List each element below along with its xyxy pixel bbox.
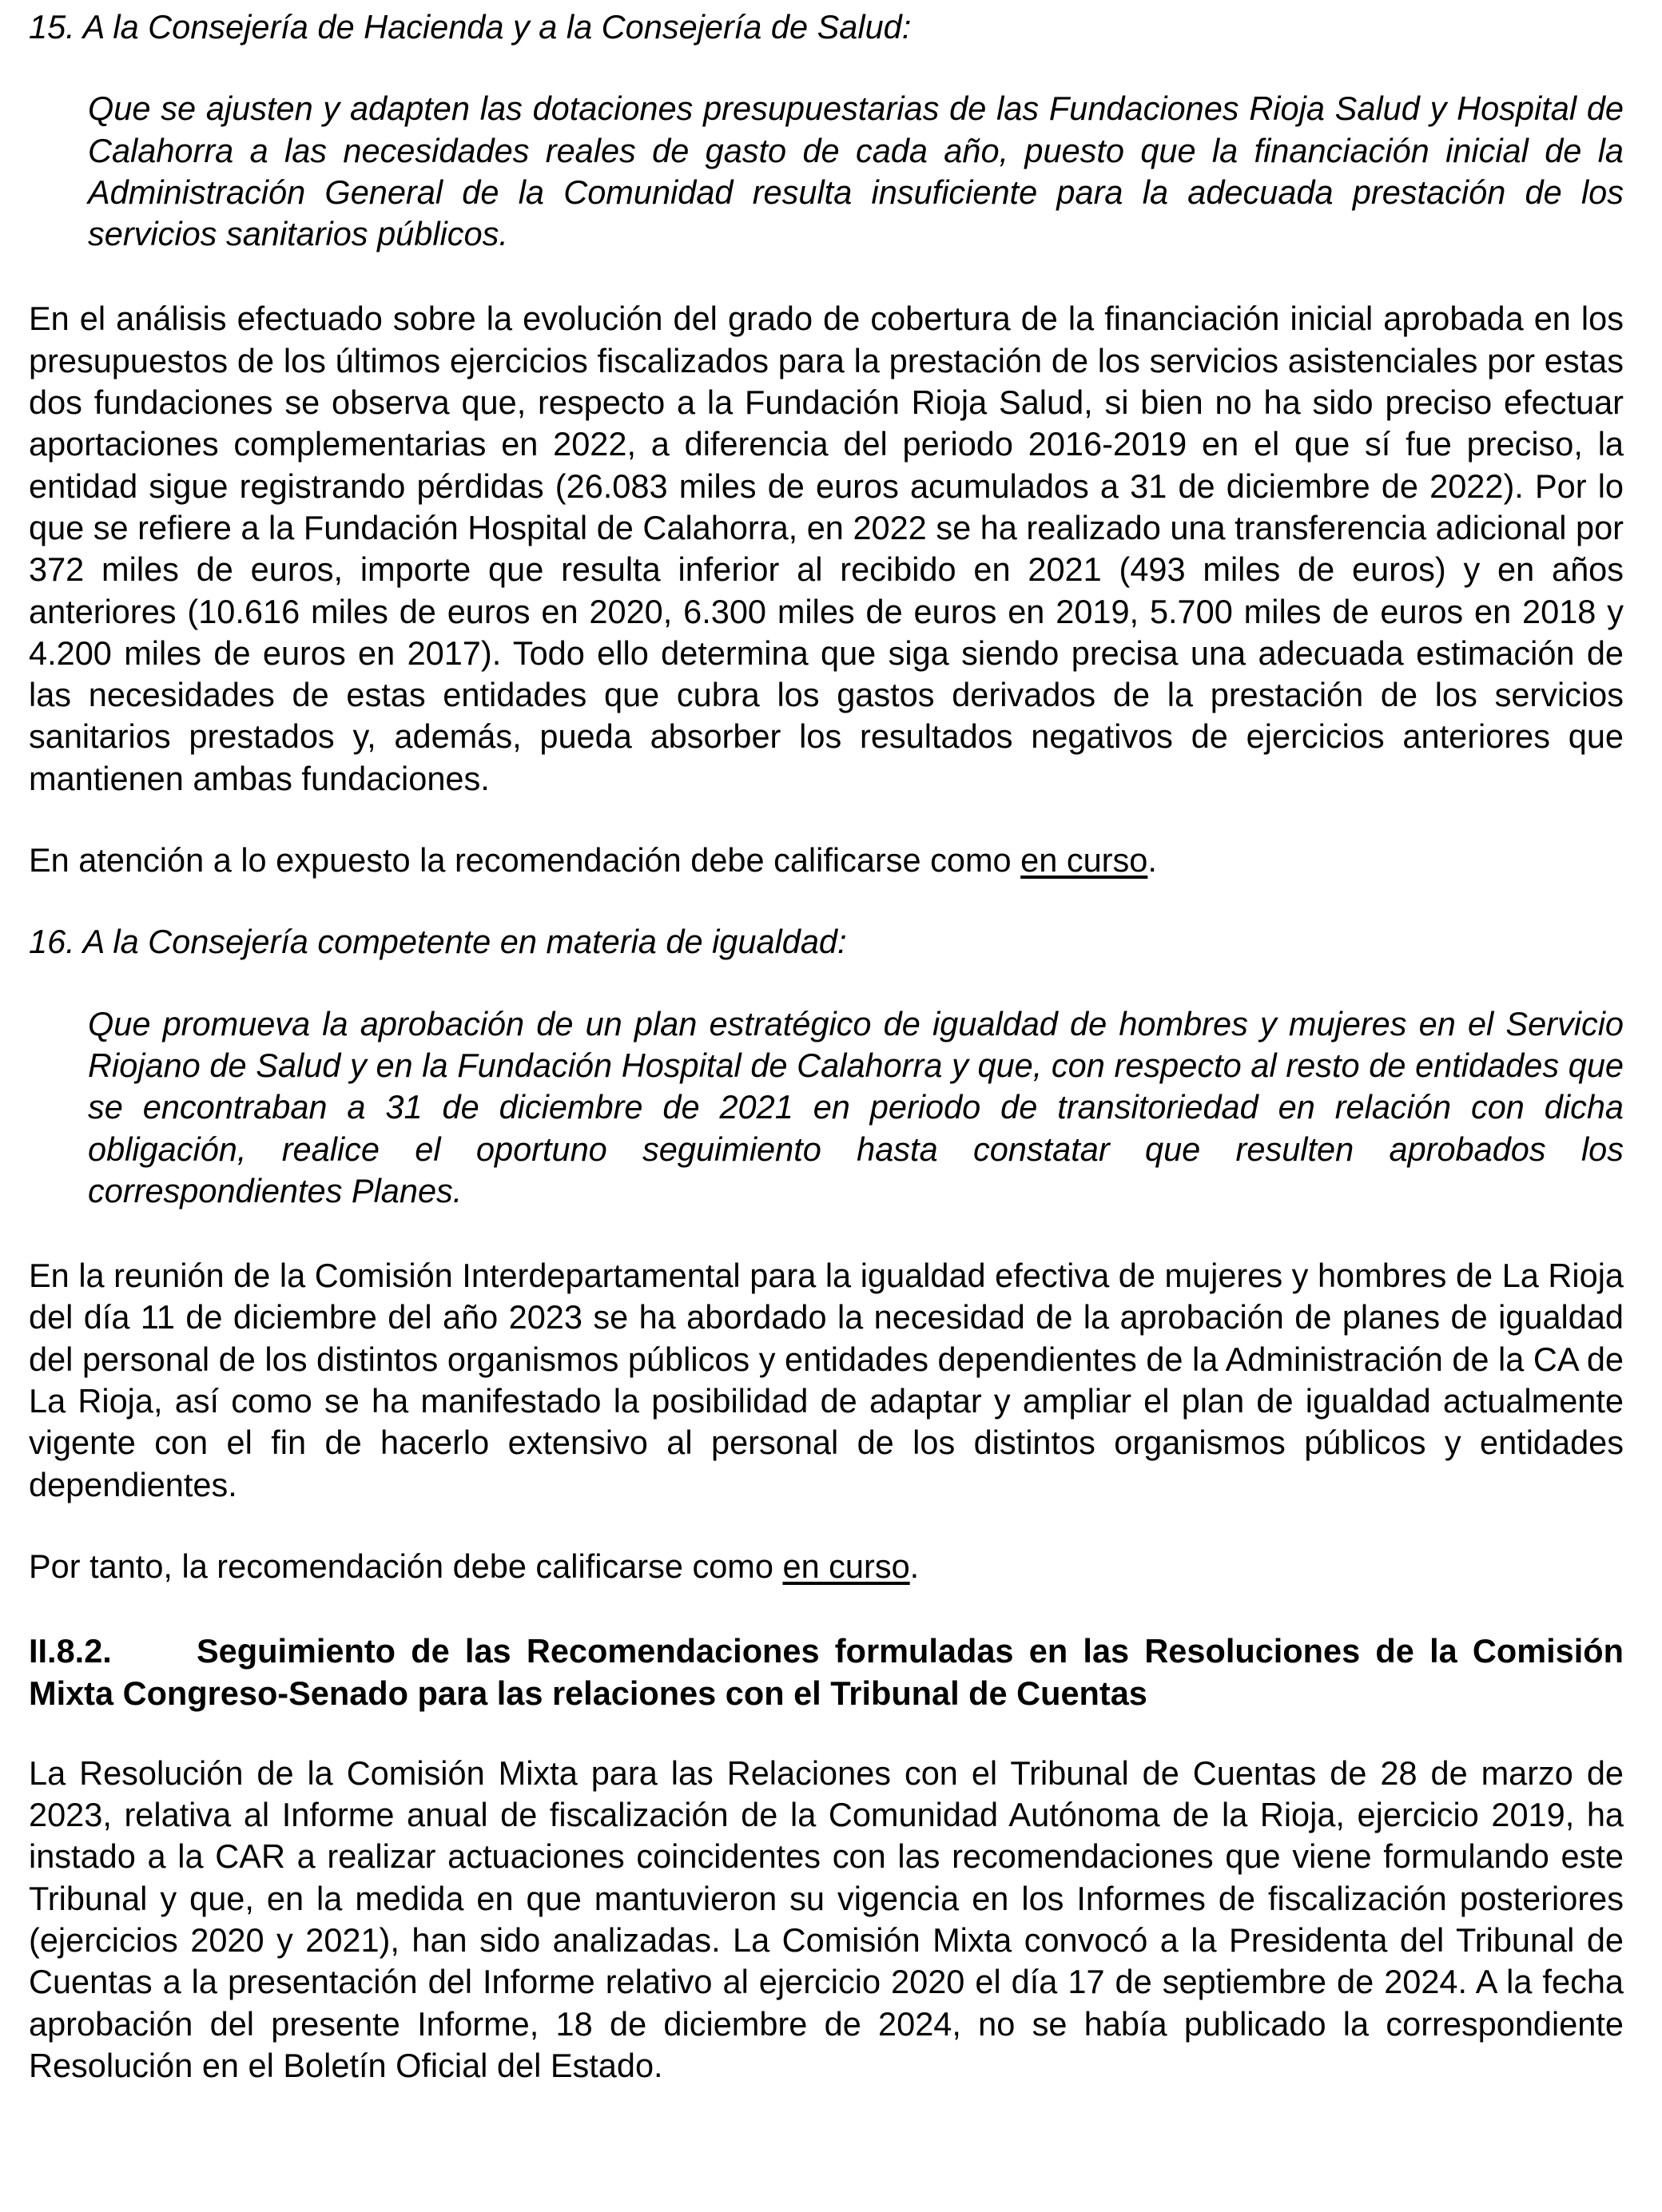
recommendation-15-text: Que se ajusten y adapten las dotaciones presupuestarias de las Fundaciones Rioja Salud y Hospital de Calahorra a las necesidades reales de gasto de cada año, puesto que la financiación inicial de la Administración General de la Comunidad resulta insuficiente para la adecuada prestación de los servicios sanitarios públicos. bbox=[88, 89, 1624, 253]
section-number: II.8.2. bbox=[29, 1632, 112, 1670]
conclusion-prefix: Por tanto, la recomendación debe calificarse como bbox=[29, 1547, 783, 1585]
section-heading bbox=[29, 1630, 1624, 1714]
conclusion-suffix: . bbox=[1147, 841, 1157, 880]
section-title: Seguimiento de las Recomendaciones formuladas en las Resoluciones de la Comisión Mixta Congreso-Senado para las relaciones con el Tribunal de Cuentas bbox=[29, 1632, 1624, 1712]
recommendation-16-text: Que promueva la aprobación de un plan estratégico de igualdad de hombres y mujeres en el Servicio Riojano de Salud y en la Fundación Hospital de Calahorra y que, con respecto al resto de entidades que se encontraban a 31 de diciembre de 2021 en periodo de transitoriedad en relación con dicha obligación, realice el oportuno seguimiento hasta constatar que resulten aprobados los correspondientes Planes. bbox=[88, 1004, 1624, 1209]
status-en-curso: en curso bbox=[1020, 841, 1148, 880]
document-page bbox=[29, 6, 1624, 2087]
section-body: La Resolución de la Comisión Mixta para las Relaciones con el Tribunal de Cuentas de 28 de marzo de 2023, relativa al Informe anual de fiscalización de la Comunidad Autónoma de la Rioja, ejercicio 2019, ha instado a la CAR a realizar actuaciones coincidentes con las recomendaciones que viene formulando este Tribunal y que, en la medida en que mantuvieron su vigencia en los Informes de fiscalización posteriores (ejercicios 2020 y 2021), han sido analizadas. La Comisión Mixta convocó a la Presidenta del Tribunal de Cuentas a la presentación del Informe relativo al ejercicio 2020 el día 17 de septiembre de 2024. A la fecha aprobación del presente Informe, 18 de diciembre de 2024, no se había publicado la correspondiente Resolución en el Boletín Oficial del Estado. bbox=[29, 1753, 1624, 2084]
recommendation-16-heading: 16. A la Consejería competente en materia de igualdad: bbox=[29, 923, 847, 961]
recommendation-15-analysis: En el análisis efectuado sobre la evolución del grado de cobertura de la financiación inicial aprobada en los presupuestos de los últimos ejercicios fiscalizados para la prestación de los servicios asistenciales por estas dos fundaciones se observa que, respecto a la Fundación Rioja Salud, si bien no ha sido preciso efectuar aportaciones complementarias en 2022, a diferencia del periodo 2016-2019 en el que sí fue preciso, la entidad sigue registrando pérdidas (26.083 miles de euros acumulados a 31 de diciembre de 2022). Por lo que se refiere a la Fundación Hospital de Calahorra, en 2022 se ha realizado una transferencia adicional por 372 miles de euros, importe que resulta inferior al recibido en 2021 (493 miles de euros) y en años anteriores (10.616 miles de euros en 2020, 6.300 miles de euros en 2019, 5.700 miles de euros en 2018 y 4.200 miles de euros en 2017). Todo ello determina que siga siendo precisa una adecuada estimación de las necesidades de estas entidades que cubra los gastos derivados de la prestación de los servicios sanitarios prestados y, además, pueda absorber los resultados negativos de ejercicios anteriores que mantienen ambas fundaciones. bbox=[29, 300, 1624, 797]
recommendation-15-conclusion bbox=[29, 840, 1624, 881]
recommendation-15-heading: 15. A la Consejería de Hacienda y a la Consejería de Salud: bbox=[29, 8, 912, 46]
status-en-curso: en curso bbox=[782, 1547, 910, 1585]
conclusion-suffix: . bbox=[909, 1547, 920, 1585]
recommendation-16-conclusion bbox=[29, 1546, 1624, 1587]
conclusion-prefix: En atención a lo expuesto la recomendación debe calificarse como bbox=[29, 841, 1021, 880]
recommendation-16-analysis: En la reunión de la Comisión Interdepartamental para la igualdad efectiva de mujeres y hombres de La Rioja del día 11 de diciembre del año 2023 se ha abordado la necesidad de la aprobación de planes de igualdad del personal de los distintos organismos públicos y entidades dependientes de la Administración de la CA de La Rioja, así como se ha manifestado la posibilidad de adaptar y ampliar el plan de igualdad actualmente vigente con el fin de hacerlo extensivo al personal de los distintos organismos públicos y entidades dependientes. bbox=[29, 1257, 1624, 1503]
